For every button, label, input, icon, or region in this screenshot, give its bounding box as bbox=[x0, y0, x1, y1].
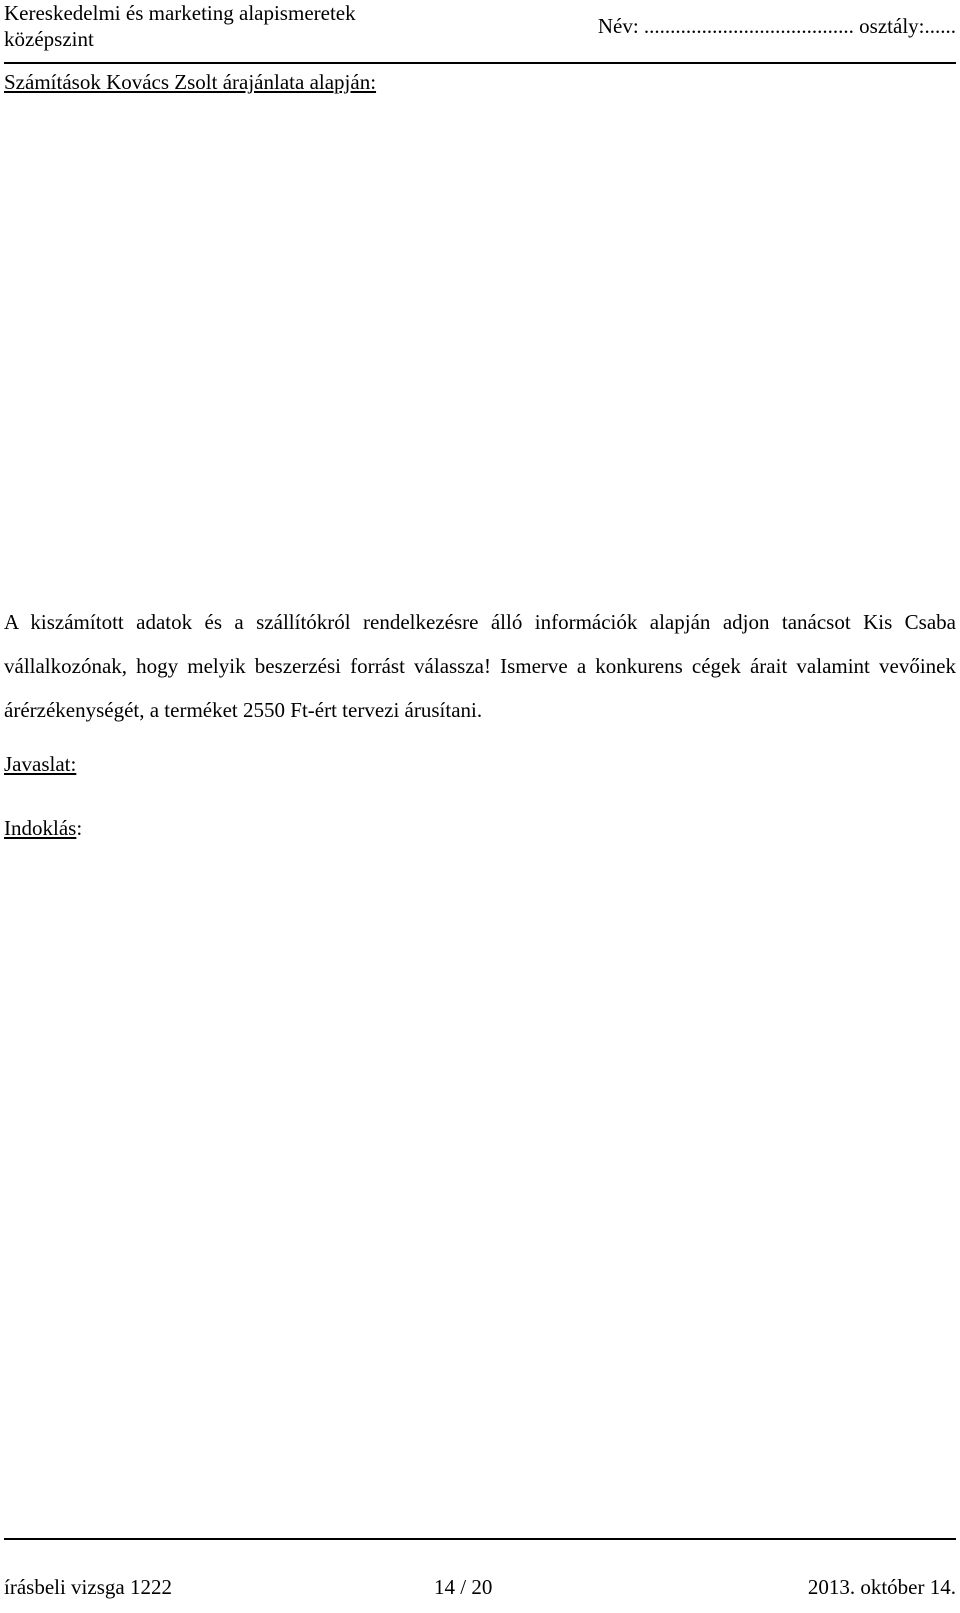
section-heading: Számítások Kovács Zsolt árajánlata alapján: bbox=[4, 70, 377, 94]
indoklas-label-colon: : bbox=[76, 816, 83, 840]
subject-title bbox=[4, 0, 356, 52]
exam-code: írásbeli vizsga 1222 bbox=[4, 1575, 172, 1599]
page-header bbox=[4, 0, 956, 62]
exam-date: 2013. október 14. bbox=[807, 1575, 956, 1599]
indoklas-label-text: Indoklás bbox=[4, 816, 77, 840]
name-class-field: Név: ........................................ osztály:...... bbox=[597, 14, 956, 38]
page-number: 14 / 20 bbox=[434, 1575, 493, 1599]
page-footer bbox=[4, 1573, 956, 1603]
javaslat-label bbox=[4, 750, 76, 778]
indoklas-label bbox=[4, 814, 82, 842]
subject-line-1: Kereskedelmi és marketing alapismeretek bbox=[4, 1, 356, 25]
footer-divider bbox=[4, 1538, 956, 1540]
header-divider bbox=[4, 62, 956, 64]
task-instructions: A kiszámított adatok és a szállítókról rendelkezésre álló információk alapján adjon tanácsot Kis Csaba vállalkozónak, hogy melyik beszerzési forrást válassza! Ismerve a konkurens cégek árait valamint vevőinek árérzékenységét, a terméket 2550 Ft-ért tervezi árusítani. bbox=[4, 610, 956, 722]
subject-line-2: középszint bbox=[4, 27, 94, 51]
javaslat-label-text: Javaslat: bbox=[4, 752, 77, 776]
